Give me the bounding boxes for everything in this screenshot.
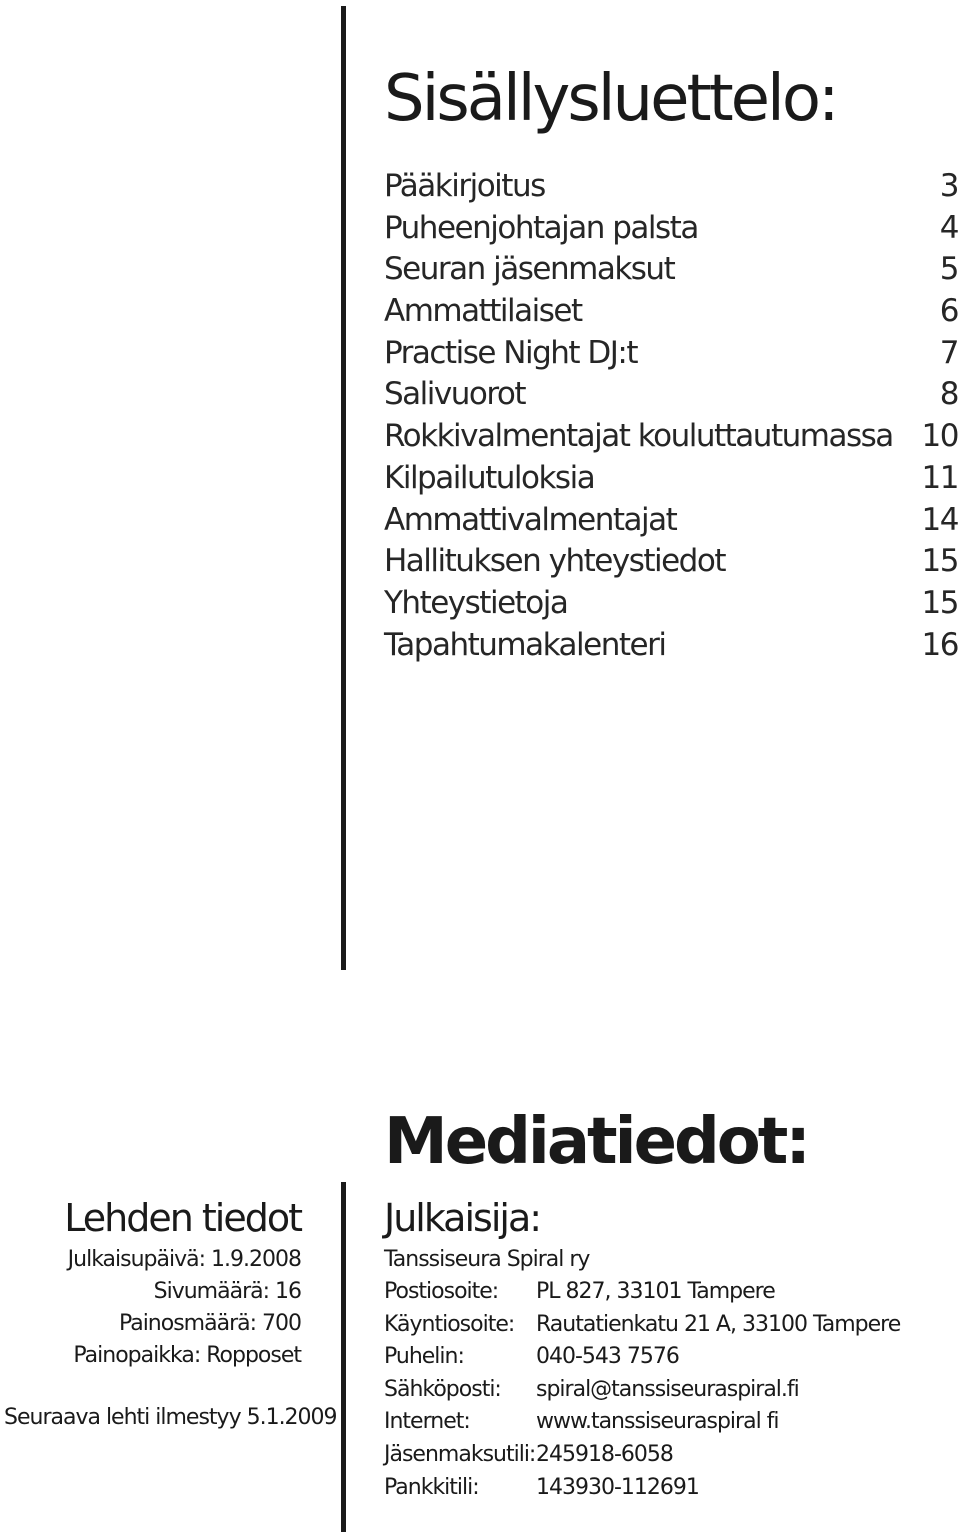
toc-item [384,166,960,208]
toc-title: Sisällysluettelo: [384,61,837,136]
toc-item-page: 3 [939,168,958,204]
contact-row [384,1309,944,1342]
contact-row [384,1276,944,1309]
toc-item-page: 11 [921,459,958,496]
publish-date: Julkaisupäivä: 1.9.2008 [67,1247,301,1272]
issue-heading: Lehden tiedot [64,1196,301,1240]
toc-item-page: 8 [939,376,958,413]
contact-value: spiral@tanssiseuraspiral.fi [536,1376,799,1402]
contact-label: Puhelin: [384,1344,464,1370]
toc-list [384,166,960,666]
toc-item-label: Pääkirjoitus [384,168,545,204]
contact-value: PL 827, 33101 Tampere [536,1279,775,1304]
vertical-divider-top [341,6,346,970]
page-count: Sivumäärä: 16 [153,1279,301,1304]
toc-item-label: Salivuorot [384,376,526,413]
contact-label: Jäsenmaksutili: [384,1441,536,1467]
toc-item-label: Yhteystietoja [384,584,568,621]
next-issue: Seuraava lehti ilmestyy 5.1.2009 [4,1405,337,1430]
toc-item [384,416,960,458]
contact-value: 040-543 7576 [536,1344,679,1370]
media-title: Mediatiedot: [384,1105,808,1180]
contact-label: Käyntiosoite: [384,1311,515,1337]
toc-item [384,291,960,333]
toc-item-page: 10 [921,418,958,455]
vertical-divider-bottom [341,1182,346,1532]
toc-item-page: 16 [921,626,958,663]
toc-item-page: 5 [939,251,958,288]
contact-row [384,1439,944,1472]
contact-row [384,1374,944,1407]
toc-item [384,208,960,250]
contact-value: www.tanssiseuraspiral fi [536,1409,779,1435]
contact-value: 143930-112691 [536,1474,699,1500]
issue-info [0,1194,301,1372]
toc-item-page: 15 [921,584,958,621]
print-place: Painopaikka: Ropposet [73,1343,301,1368]
toc-item-label: Practise Night DJ:t [384,334,638,371]
publisher-heading: Julkaisija: [384,1196,541,1240]
contact-row [384,1472,944,1505]
contact-label: Sähköposti: [384,1376,501,1402]
toc-item [384,500,960,542]
toc-item-label: Hallituksen yhteystiedot [384,543,725,580]
toc-item-label: Puheenjohtajan palsta [384,209,698,246]
contact-label: Internet: [384,1409,470,1435]
contact-label: Pankkitili: [384,1474,479,1500]
print-run: Painosmäärä: 700 [118,1311,301,1336]
toc-item-label: Ammattilaiset [384,293,582,330]
contact-row [384,1406,944,1439]
toc-item [384,583,960,625]
toc-item-label: Kilpailutuloksia [384,459,595,496]
toc-item-page: 7 [939,334,958,371]
publisher-info [384,1194,944,1504]
toc-item [384,249,960,291]
toc-item-label: Rokkivalmentajat kouluttautumassa [384,418,893,455]
toc-item-label: Ammattivalmentajat [384,501,677,538]
toc-item-page: 15 [921,543,958,580]
contact-label: Postiosoite: [384,1279,499,1304]
toc-item [384,333,960,375]
toc-item-page: 4 [939,209,958,246]
toc-item-page: 6 [939,293,958,330]
toc-item-label: Seuran jäsenmaksut [384,251,675,288]
toc-item-page: 14 [921,501,958,538]
toc-item [384,625,960,667]
toc-item [384,458,960,500]
toc-item-label: Tapahtumakalenteri [384,626,666,663]
toc-item [384,541,960,583]
contact-value: Rautatienkatu 21 A, 33100 Tampere [536,1311,901,1337]
contact-value: 245918-6058 [536,1441,673,1467]
publisher-name: Tanssiseura Spiral ry [384,1247,590,1272]
toc-item [384,374,960,416]
contact-row [384,1341,944,1374]
